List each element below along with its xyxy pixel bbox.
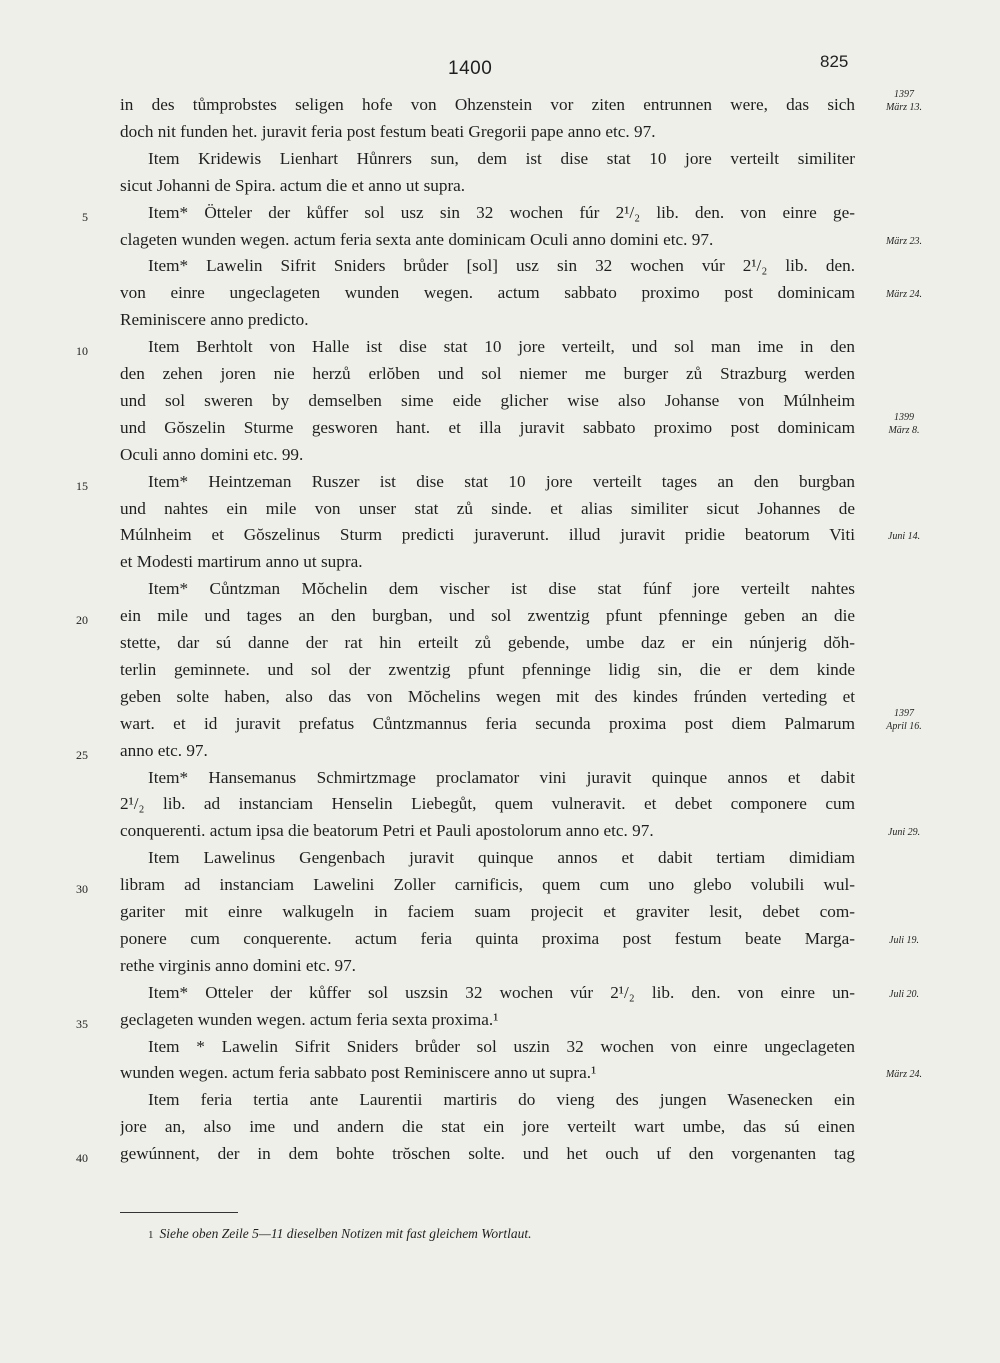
text-line: geclageten wunden wegen. actum feria sexta proxima.¹ — [120, 1010, 499, 1029]
margin-date-note — [864, 411, 944, 437]
margin-date-note — [864, 1068, 944, 1081]
text-line: ponere cum conquerente. actum feria quinta proxima post festum beate Marga- — [120, 929, 855, 948]
text-line: clageten wunden wegen. actum feria sexta ante dominicam Oculi anno domini etc. 97. — [120, 230, 714, 249]
line-number: 15 — [76, 479, 88, 493]
footnote-text: Siehe oben Zeile 5—11 dieselben Notizen mit fast gleichem Wortlaut. — [159, 1226, 532, 1241]
page-number: 825 — [820, 52, 849, 71]
text-line: Reminiscere anno predicto. — [120, 310, 309, 329]
line-number: 35 — [76, 1017, 88, 1031]
text-line: wart. et id juravit prefatus Cůntzmannus feria secunda proxima post diem Palmarum — [120, 714, 855, 733]
text-line: Múlnheim et Gŏszelinus Sturm predicti juraverunt. illud juravit pridie beatorum Viti — [120, 525, 855, 544]
text-line: Item* Lawelin Sifrit Sniders brůder [sol] usz sin 32 wochen vúr 2¹/₂ lib. den. — [148, 256, 855, 275]
margin-note-line: Juni 29. — [887, 827, 921, 838]
line-number: 20 — [76, 613, 88, 627]
text-line: wunden wegen. actum feria sabbato post Reminiscere anno ut supra.¹ — [120, 1063, 597, 1082]
text-line: Item Berhtolt von Halle ist dise stat 10 jore verteilt, und sol man ime in den — [148, 337, 855, 356]
text-line: sicut Johanni de Spira. actum die et anno ut supra. — [120, 176, 466, 195]
text-line: jore an, also ime und andern die stat ein jore verteilt wart umbe, das sú einen — [120, 1117, 855, 1136]
text-line: 2¹/₂ lib. ad instanciam Henselin Liebegůt, quem vulneravit. et debet componere cum — [120, 794, 855, 813]
text-line: Item Lawelinus Gengenbach juravit quinque annos et dabit tertiam dimidiam — [148, 848, 855, 867]
margin-date-note — [864, 530, 944, 543]
text-line: Item feria tertia ante Laurentii martiris do vieng des jungen Wasenecken ein — [148, 1090, 855, 1109]
margin-note-line: Juli 20. — [889, 989, 919, 1000]
text-line: terlin geminnete. und sol der zwentzig pfunt pfenninge lidig sin, die er dem kinde — [120, 660, 855, 679]
margin-note-line: März 8. — [888, 425, 920, 436]
margin-note-line: März 23. — [885, 236, 923, 247]
margin-note-line: März 24. — [885, 1069, 923, 1080]
text-line: stette, dar sú danne der rat hin erteilt zů gebende, umbe daz er ein núnjerig dŏh- — [120, 633, 855, 652]
margin-note-line: Juni 14. — [887, 531, 921, 542]
margin-note-line: März 24. — [885, 289, 923, 300]
text-line: anno etc. 97. — [120, 741, 208, 760]
footnote — [148, 1226, 531, 1242]
text-line: den zehen joren nie herzů erlŏben und sol niemer me burger zů Strazburg werden — [120, 364, 855, 383]
page-header-year: 1400 — [448, 58, 493, 79]
text-line: Oculi anno domini etc. 99. — [120, 445, 304, 464]
text-line: libram ad instanciam Lawelini Zoller carnificis, quem cum uno glebo volubili wul- — [120, 875, 855, 894]
line-number: 40 — [76, 1151, 88, 1165]
text-line: Item Kridewis Lienhart Hůnrers sun, dem ist dise stat 10 jore verteilt similiter — [148, 149, 855, 168]
margin-date-note — [864, 988, 944, 1001]
text-line: gariter mit einre walkugeln in faciem suam projecit et graviter lesit, debet com- — [120, 902, 855, 921]
text-line: und sol sweren by demselben sime eide glicher wise also Johanse von Múlnheim — [120, 391, 855, 410]
text-line: geben solte haben, also das von Mŏchelins wegen mit des kindes frúnden verteding et — [120, 687, 855, 706]
margin-date-note — [864, 235, 944, 248]
margin-note-line: 1399 — [894, 412, 914, 423]
margin-note-line: Juli 19. — [889, 935, 919, 946]
text-line: ein mile und tages an den burgban, und sol zwentzig pfunt pfenninge geben an die — [120, 606, 855, 625]
text-line: Item* Heintzeman Ruszer ist dise stat 10 jore verteilt tages an den burgban — [148, 472, 855, 491]
footnote-number: 1 — [148, 1229, 154, 1241]
margin-date-note — [864, 826, 944, 839]
line-number: 25 — [76, 748, 88, 762]
text-line: Item* Ötteler der kůffer sol usz sin 32 wochen fúr 2¹/₂ lib. den. von einre ge- — [148, 203, 855, 222]
margin-note-line: April 16. — [886, 721, 922, 732]
text-line: Item * Lawelin Sifrit Sniders brůder sol uszin 32 wochen von einre ungeclageten — [148, 1037, 855, 1056]
text-line: doch nit funden het. juravit feria post festum beati Gregorii pape anno etc. 97. — [120, 122, 656, 141]
text-line: von einre ungeclageten wunden wegen. actum sabbato proximo post dominicam — [120, 283, 855, 302]
text-line: Item* Cůntzman Mŏchelin dem vischer ist dise stat fúnf jore verteilt nahtes — [148, 579, 855, 598]
margin-date-note — [864, 934, 944, 947]
line-number: 5 — [82, 210, 88, 224]
text-line: und Gŏszelin Sturme gesworen hant. et illa juravit sabbato proximo post dominicam — [120, 418, 855, 437]
line-number: 30 — [76, 882, 88, 896]
margin-note-line: 1397 — [894, 708, 914, 719]
text-line: et Modesti martirum anno ut supra. — [120, 552, 363, 571]
text-line: und nahtes ein mile von unser stat zů sinde. et alias similiter sicut Johannes de — [120, 499, 855, 518]
footnote-rule — [120, 1212, 238, 1213]
text-line: Item* Otteler der kůffer sol uszsin 32 wochen vúr 2¹/₂ lib. den. von einre un- — [148, 983, 855, 1002]
text-line: in des tůmprobstes seligen hofe von Ohzenstein vor ziten entrunnen were, das sich — [120, 95, 855, 114]
text-line: Item* Hansemanus Schmirtzmage proclamator vini juravit quinque annos et dabit — [148, 768, 855, 787]
margin-date-note — [864, 88, 944, 114]
margin-note-line: 1397 — [894, 89, 914, 100]
text-line: gewúnnent, der in dem bohte trŏschen solte. und het ouch uf den vorgenanten tag — [120, 1144, 855, 1163]
margin-date-note — [864, 288, 944, 301]
text-line: rethe virginis anno domini etc. 97. — [120, 956, 356, 975]
margin-note-line: März 13. — [885, 102, 923, 113]
margin-date-note — [864, 707, 944, 733]
line-number: 10 — [76, 344, 88, 358]
text-line: conquerenti. actum ipsa die beatorum Petri et Pauli apostolorum anno etc. 97. — [120, 821, 654, 840]
